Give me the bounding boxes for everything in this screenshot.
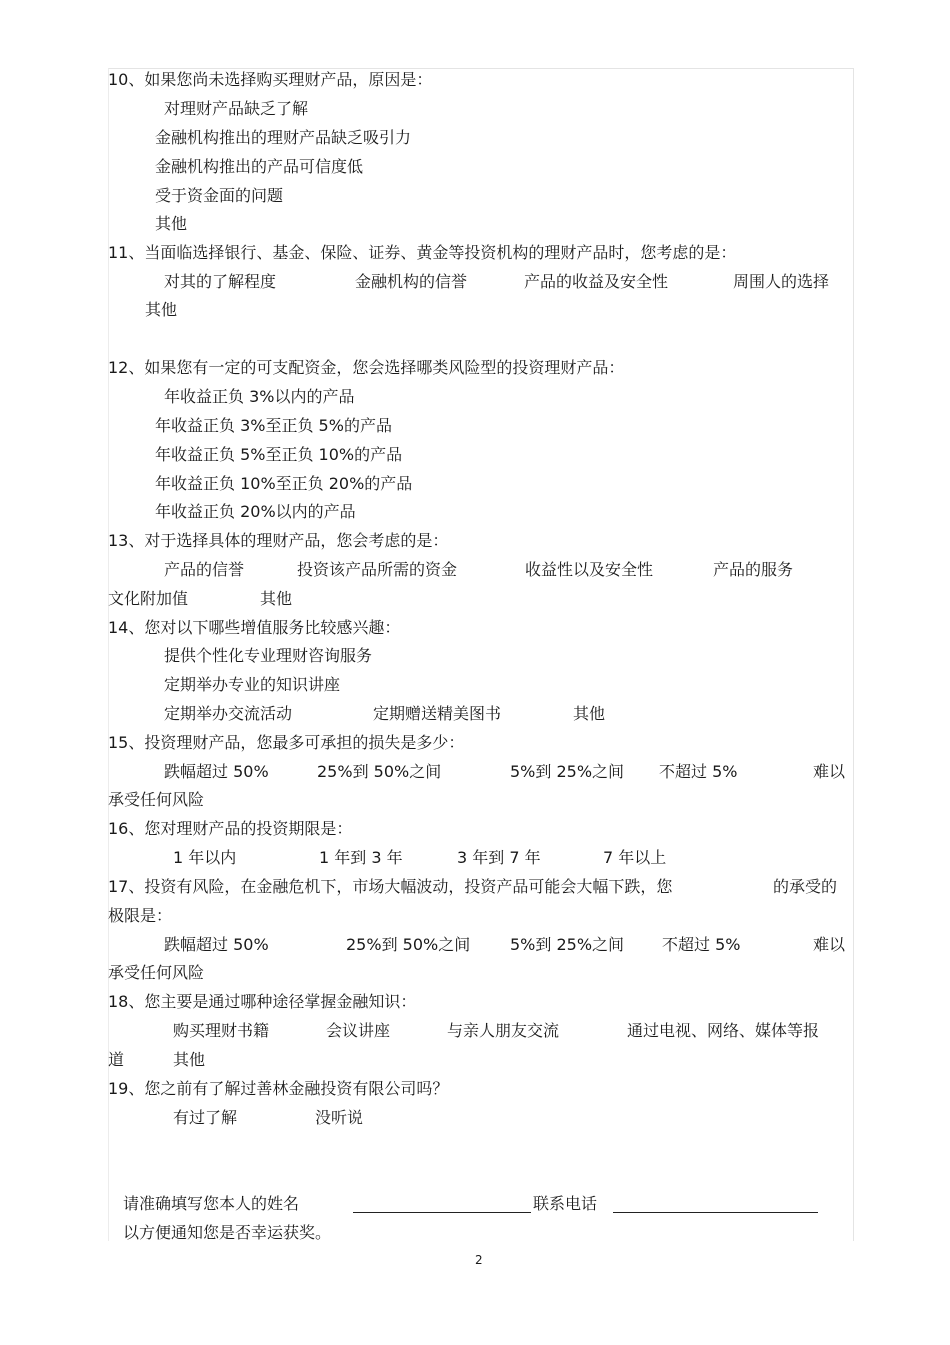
page-number: 2 bbox=[475, 1253, 483, 1267]
q11-option-1[interactable]: 对其的了解程度 bbox=[164, 272, 277, 291]
q12-option-2[interactable]: 年收益正负 3%至正负 5%的产品 bbox=[155, 416, 392, 435]
q12-option-5[interactable]: 年收益正负 20%以内的产品 bbox=[155, 502, 356, 521]
q13-option-3[interactable]: 收益性以及安全性 bbox=[525, 560, 654, 579]
question-17: 17、投资有风险，在金融危机下，市场大幅波动，投资产品可能会大幅下跌，您 bbox=[108, 877, 673, 896]
notice-text: 以方便通知您是否幸运获奖。 bbox=[123, 1223, 332, 1242]
q13-option-2[interactable]: 投资该产品所需的资金 bbox=[297, 560, 458, 579]
q14-option-5[interactable]: 其他 bbox=[573, 704, 606, 723]
question-18: 18、您主要是通过哪种途径掌握金融知识： bbox=[108, 992, 417, 1011]
q18-option-4[interactable]: 通过电视、网络、媒体等报 bbox=[627, 1021, 820, 1040]
q12-option-4[interactable]: 年收益正负 10%至正负 20%的产品 bbox=[155, 474, 413, 493]
q16-option-2[interactable]: 1 年到 3 年 bbox=[319, 848, 403, 867]
q14-option-4[interactable]: 定期赠送精美图书 bbox=[373, 704, 502, 723]
q16-option-1[interactable]: 1 年以内 bbox=[173, 848, 237, 867]
q15-option-5[interactable]: 难以 bbox=[813, 762, 846, 781]
q16-option-3[interactable]: 3 年到 7 年 bbox=[457, 848, 541, 867]
q18-option-4-cont[interactable]: 道 bbox=[108, 1050, 125, 1069]
phone-input-line[interactable] bbox=[613, 1212, 818, 1213]
q15-option-4[interactable]: 不超过 5% bbox=[659, 762, 738, 781]
q18-option-1[interactable]: 购买理财书籍 bbox=[173, 1021, 270, 1040]
phone-label: 联系电话 bbox=[533, 1194, 598, 1213]
name-input-line[interactable] bbox=[353, 1212, 531, 1213]
question-11: 11、当面临选择银行、基金、保险、证券、黄金等投资机构的理财产品时，您考虑的是： bbox=[108, 243, 737, 262]
q14-option-3[interactable]: 定期举办交流活动 bbox=[164, 704, 293, 723]
q10-option-2[interactable]: 金融机构推出的理财产品缺乏吸引力 bbox=[155, 128, 412, 147]
question-14: 14、您对以下哪些增值服务比较感兴趣： bbox=[108, 618, 401, 637]
q13-option-1[interactable]: 产品的信誉 bbox=[164, 560, 245, 579]
q17-option-5-cont[interactable]: 承受任何风险 bbox=[108, 963, 205, 982]
q11-option-2[interactable]: 金融机构的信誉 bbox=[355, 272, 468, 291]
q14-option-1[interactable]: 提供个性化专业理财咨询服务 bbox=[164, 646, 373, 665]
name-label: 请准确填写您本人的姓名 bbox=[123, 1194, 300, 1213]
q16-option-4[interactable]: 7 年以上 bbox=[603, 848, 667, 867]
question-12: 12、如果您有一定的可支配资金，您会选择哪类风险型的投资理财产品： bbox=[108, 358, 625, 377]
q12-option-3[interactable]: 年收益正负 5%至正负 10%的产品 bbox=[155, 445, 403, 464]
q10-option-5[interactable]: 其他 bbox=[155, 214, 188, 233]
q17-option-1[interactable]: 跌幅超过 50% bbox=[164, 935, 269, 954]
q17-option-5[interactable]: 难以 bbox=[813, 935, 846, 954]
q15-option-2[interactable]: 25%到 50%之间 bbox=[317, 762, 442, 781]
question-13: 13、对于选择具体的理财产品，您会考虑的是： bbox=[108, 531, 449, 550]
q10-option-4[interactable]: 受于资金面的问题 bbox=[155, 186, 284, 205]
q13-option-5[interactable]: 其他 bbox=[260, 589, 293, 608]
q11-option-4[interactable]: 周围人的选择 bbox=[733, 272, 830, 291]
question-17-cont: 极限是： bbox=[108, 906, 173, 925]
q13-option-4-cont[interactable]: 文化附加值 bbox=[108, 589, 189, 608]
question-19: 19、您之前有了解过善林金融投资有限公司吗？ bbox=[108, 1079, 449, 1098]
q17-option-2[interactable]: 25%到 50%之间 bbox=[346, 935, 471, 954]
q15-option-5-cont[interactable]: 承受任何风险 bbox=[108, 790, 205, 809]
question-15: 15、投资理财产品，您最多可承担的损失是多少： bbox=[108, 733, 465, 752]
q19-option-2[interactable]: 没听说 bbox=[315, 1108, 364, 1127]
q11-option-3[interactable]: 产品的收益及安全性 bbox=[524, 272, 669, 291]
q13-option-4[interactable]: 产品的服务 bbox=[713, 560, 794, 579]
q18-option-3[interactable]: 与亲人朋友交流 bbox=[447, 1021, 560, 1040]
q14-option-2[interactable]: 定期举办专业的知识讲座 bbox=[164, 675, 341, 694]
question-10: 10、如果您尚未选择购买理财产品，原因是： bbox=[108, 70, 433, 89]
q15-option-1[interactable]: 跌幅超过 50% bbox=[164, 762, 269, 781]
q10-option-1[interactable]: 对理财产品缺乏了解 bbox=[164, 99, 309, 118]
q18-option-5[interactable]: 其他 bbox=[173, 1050, 206, 1069]
q17-option-3[interactable]: 5%到 25%之间 bbox=[510, 935, 625, 954]
q19-option-1[interactable]: 有过了解 bbox=[173, 1108, 238, 1127]
q17-option-4[interactable]: 不超过 5% bbox=[662, 935, 741, 954]
q11-option-5[interactable]: 其他 bbox=[145, 300, 178, 319]
q10-option-3[interactable]: 金融机构推出的产品可信度低 bbox=[155, 157, 364, 176]
q18-option-2[interactable]: 会议讲座 bbox=[326, 1021, 391, 1040]
question-16: 16、您对理财产品的投资期限是： bbox=[108, 819, 353, 838]
question-17-end: 的承受的 bbox=[773, 877, 838, 896]
q12-option-1[interactable]: 年收益正负 3%以内的产品 bbox=[164, 387, 355, 406]
q15-option-3[interactable]: 5%到 25%之间 bbox=[510, 762, 625, 781]
